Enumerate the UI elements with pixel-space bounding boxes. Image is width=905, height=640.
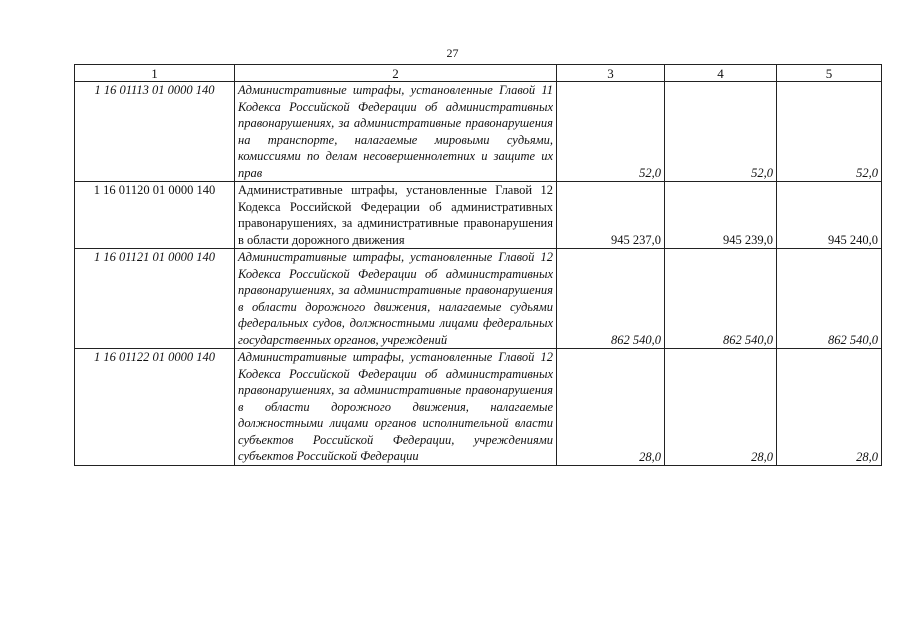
description-cell: Административные штрафы, установленные Главой 11 Кодекса Российской Федерации об административных правонарушениях, за административные правонарушения на транспорте, налагаемые мировыми судьями, комиссиями по делам несовершеннолетних и защите их прав — [235, 82, 557, 182]
amount-col3-cell: 28,0 — [557, 349, 665, 466]
amount-col4-cell: 28,0 — [665, 349, 777, 466]
table-row — [75, 82, 882, 182]
amount-col5-cell: 862 540,0 — [777, 249, 882, 349]
table-row — [75, 182, 882, 249]
description-cell: Административные штрафы, установленные Главой 12 Кодекса Российской Федерации об административных правонарушениях, за административные правонарушения в области дорожного движения, налагаемые должностными лицами органов исполнительной власти субъектов Российской Федерации, учреждениями субъектов Российской Федерации — [235, 349, 557, 466]
page-number: 27 — [446, 46, 459, 60]
amount-col4-cell: 945 239,0 — [665, 182, 777, 249]
table-header-row — [75, 65, 882, 82]
column-header-5: 5 — [777, 65, 882, 82]
amount-col5-cell: 28,0 — [777, 349, 882, 466]
table-row — [75, 249, 882, 349]
budget-code-cell: 1 16 01121 01 0000 140 — [75, 249, 235, 349]
amount-col4-cell: 862 540,0 — [665, 249, 777, 349]
amount-col3-cell: 945 237,0 — [557, 182, 665, 249]
column-header-2: 2 — [235, 65, 557, 82]
budget-code-cell: 1 16 01122 01 0000 140 — [75, 349, 235, 466]
budget-table — [74, 64, 882, 466]
budget-code-cell: 1 16 01120 01 0000 140 — [75, 182, 235, 249]
column-header-3: 3 — [557, 65, 665, 82]
amount-col3-cell: 52,0 — [557, 82, 665, 182]
description-cell: Административные штрафы, установленные Главой 12 Кодекса Российской Федерации об административных правонарушениях, за административные правонарушения в области дорожного движения — [235, 182, 557, 249]
amount-col5-cell: 945 240,0 — [777, 182, 882, 249]
budget-code-cell: 1 16 01113 01 0000 140 — [75, 82, 235, 182]
table-row — [75, 349, 882, 466]
column-header-4: 4 — [665, 65, 777, 82]
amount-col5-cell: 52,0 — [777, 82, 882, 182]
amount-col3-cell: 862 540,0 — [557, 249, 665, 349]
description-cell: Административные штрафы, установленные Главой 12 Кодекса Российской Федерации об административных правонарушениях, за административные правонарушения в области дорожного движения, налагаемые судьями федеральных судов, должностными лицами федеральных государственных органов, учреждений — [235, 249, 557, 349]
column-header-1: 1 — [75, 65, 235, 82]
amount-col4-cell: 52,0 — [665, 82, 777, 182]
